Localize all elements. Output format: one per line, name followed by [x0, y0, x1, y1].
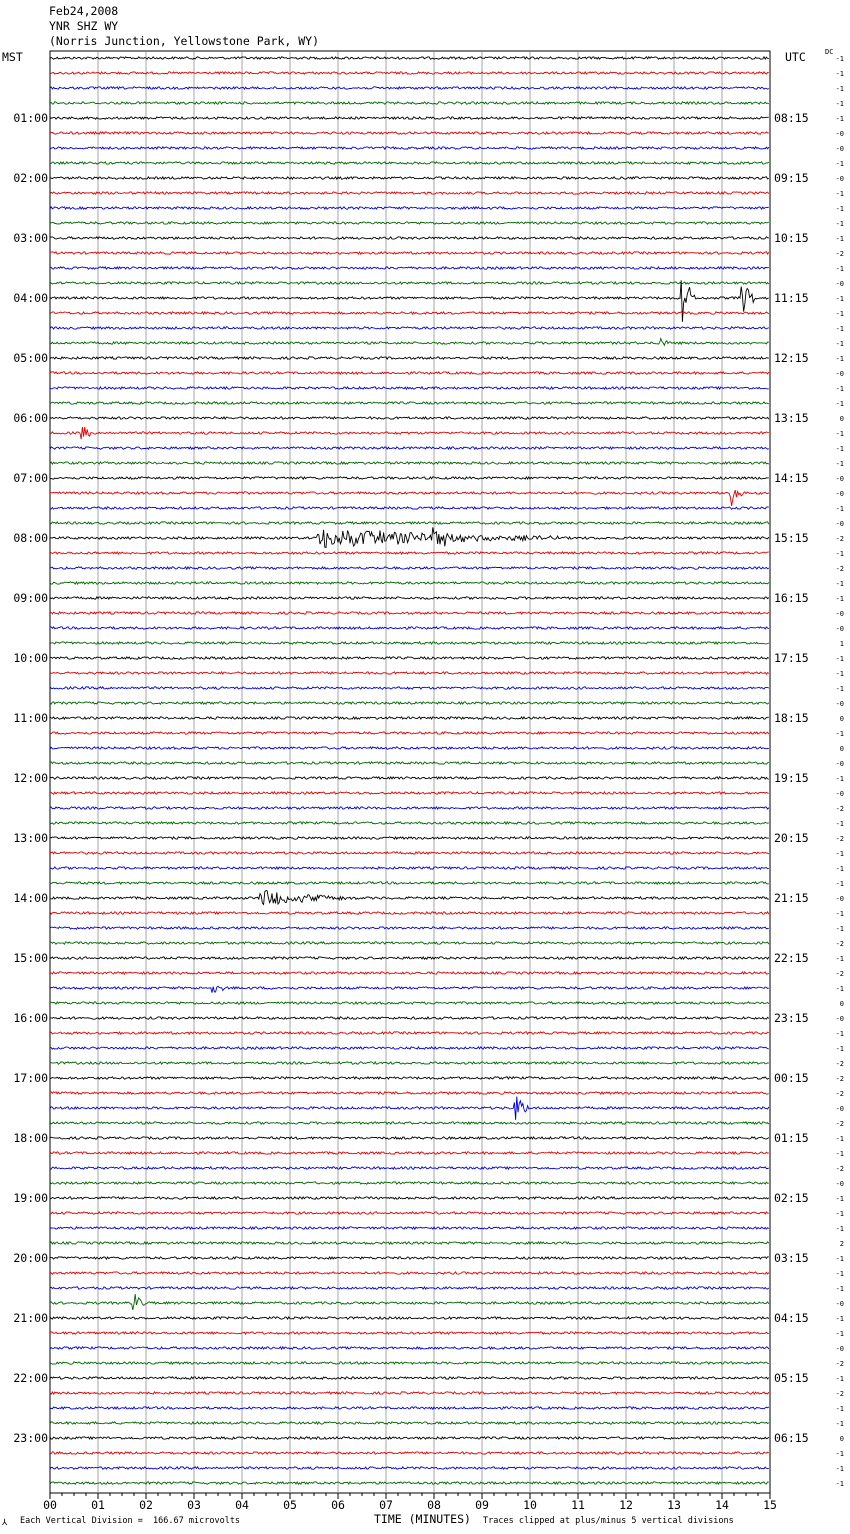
dc-offset-label: -1 [835, 85, 844, 93]
mst-hour-label: 08:00 [13, 531, 48, 545]
seismic-trace [50, 822, 769, 824]
dc-offset-label: -1 [835, 235, 844, 243]
mst-axis-title: MST [2, 50, 23, 64]
dc-offset-label: -1 [835, 310, 844, 318]
dc-offset-label: 0 [839, 1435, 844, 1443]
seismic-trace [50, 717, 769, 719]
utc-hour-label: 00:15 [774, 1071, 809, 1085]
seismic-trace [50, 747, 769, 749]
utc-hour-label: 19:15 [774, 771, 809, 785]
seismic-trace [50, 1482, 769, 1484]
dc-offset-label: -0 [835, 1105, 844, 1113]
seismic-trace [50, 1097, 769, 1120]
seismic-trace [50, 1077, 769, 1079]
x-tick-label: 07 [379, 1498, 393, 1512]
dc-offset-label: -0 [835, 520, 844, 528]
dc-offset-label: -1 [835, 295, 844, 303]
seismic-trace [50, 462, 769, 464]
station-label: YNR SHZ WY [49, 19, 119, 33]
dc-offset-label: 1 [839, 640, 844, 648]
dc-offset-label: -0 [835, 625, 844, 633]
mst-hour-label: 15:00 [13, 951, 48, 965]
seismic-trace [50, 1152, 769, 1154]
utc-hour-label: 18:15 [774, 711, 809, 725]
seismic-trace [50, 132, 769, 134]
dc-offset-label: -0 [835, 490, 844, 498]
dc-offset-label: -1 [835, 850, 844, 858]
dc-offset-label: -2 [835, 805, 844, 813]
dc-offset-label: -1 [835, 100, 844, 108]
seismic-trace [50, 1137, 769, 1139]
mst-hour-label: 17:00 [13, 1071, 48, 1085]
dc-offset-label: -1 [835, 160, 844, 168]
x-tick-label: 10 [523, 1498, 537, 1512]
seismic-trace [50, 597, 769, 599]
dc-offset-label: -2 [835, 1120, 844, 1128]
dc-offset-label: -1 [835, 1480, 844, 1488]
seismic-trace [50, 1212, 769, 1214]
seismic-trace [50, 237, 769, 239]
seismic-trace [50, 522, 769, 524]
dc-offset-label: -0 [835, 700, 844, 708]
seismic-trace [50, 1317, 769, 1319]
dc-offset-label: -1 [835, 445, 844, 453]
seismic-trace [50, 1287, 769, 1289]
utc-hour-label: 14:15 [774, 471, 809, 485]
x-tick-label: 03 [187, 1498, 201, 1512]
dc-offset-label: -0 [835, 145, 844, 153]
seismic-trace [50, 339, 769, 346]
seismic-trace [50, 1047, 769, 1049]
utc-hour-label: 01:15 [774, 1131, 809, 1145]
x-tick-label: 09 [475, 1498, 489, 1512]
dc-offset-label: 0 [839, 415, 844, 423]
seismic-trace [50, 807, 769, 809]
mst-hour-label: 14:00 [13, 891, 48, 905]
dc-offset-label: -1 [835, 400, 844, 408]
seismic-trace [50, 312, 769, 314]
mst-hour-label: 03:00 [13, 231, 48, 245]
seismic-trace [50, 447, 769, 449]
seismic-trace [50, 582, 769, 584]
dc-offset-label: -1 [835, 775, 844, 783]
dc-offset-label: -1 [835, 460, 844, 468]
dc-offset-label: -2 [835, 1360, 844, 1368]
x-tick-label: 01 [91, 1498, 105, 1512]
seismic-trace [50, 792, 769, 794]
mst-hour-label: 12:00 [13, 771, 48, 785]
mst-hour-label: 18:00 [13, 1131, 48, 1145]
utc-hour-label: 13:15 [774, 411, 809, 425]
seismic-trace [50, 387, 769, 389]
x-tick-label: 08 [427, 1498, 441, 1512]
dc-offset-label: -1 [835, 1315, 844, 1323]
dc-offset-label: -1 [835, 865, 844, 873]
dc-offset-label: -1 [835, 1450, 844, 1458]
x-tick-label: 15 [763, 1498, 777, 1512]
dc-offset-label: -1 [835, 1375, 844, 1383]
mst-hour-label: 07:00 [13, 471, 48, 485]
seismic-trace [50, 552, 769, 554]
seismic-trace [50, 687, 769, 689]
seismic-trace [50, 147, 769, 149]
clip-note: Traces clipped at plus/minus 5 vertical divisions [483, 1516, 734, 1526]
seismic-trace [50, 1032, 769, 1034]
dc-offset-label: -1 [835, 1405, 844, 1413]
dc-offset-label: -1 [835, 670, 844, 678]
seismic-trace [50, 1122, 769, 1124]
dc-offset-label: -1 [835, 265, 844, 273]
dc-offset-label: -0 [835, 280, 844, 288]
seismic-trace [50, 1227, 769, 1229]
seismic-trace [50, 627, 769, 629]
seismic-trace [50, 417, 769, 419]
dc-offset-label: -2 [835, 535, 844, 543]
x-tick-label: 04 [235, 1498, 249, 1512]
mst-hour-label: 21:00 [13, 1311, 48, 1325]
seismic-trace [50, 490, 769, 506]
seismic-trace [50, 657, 769, 659]
dc-offset-label: 2 [839, 1240, 844, 1248]
seismic-trace [50, 357, 769, 359]
dc-offset-label: 0 [839, 1000, 844, 1008]
dc-offset-label: -1 [835, 1465, 844, 1473]
dc-offset-label: -2 [835, 1390, 844, 1398]
seismic-trace [50, 1452, 769, 1454]
utc-hour-label: 17:15 [774, 651, 809, 665]
utc-hour-label: 23:15 [774, 1011, 809, 1025]
dc-offset-label: -1 [835, 550, 844, 558]
dc-offset-label: -1 [835, 910, 844, 918]
utc-hour-label: 15:15 [774, 531, 809, 545]
dc-offset-label: -1 [835, 325, 844, 333]
dc-offset-label: -0 [835, 1345, 844, 1353]
utc-hour-label: 08:15 [774, 111, 809, 125]
dc-offset-label: -1 [835, 580, 844, 588]
dc-offset-label: -1 [835, 1420, 844, 1428]
dc-offset-label: 0 [839, 745, 844, 753]
mst-hour-label: 04:00 [13, 291, 48, 305]
seismic-trace [50, 1407, 769, 1409]
seismic-trace [50, 1197, 769, 1199]
seismic-trace [50, 986, 769, 992]
seismic-trace [50, 372, 769, 374]
dc-offset-label: -1 [835, 430, 844, 438]
date-label: Feb24,2008 [49, 4, 119, 18]
seismic-trace [50, 867, 769, 869]
corner-mark: ⅄ [2, 1518, 8, 1528]
dc-offset-label: -0 [835, 1180, 844, 1188]
seismic-trace [50, 1062, 769, 1064]
dc-offset-label: -0 [835, 130, 844, 138]
seismic-trace [50, 762, 769, 764]
utc-hour-label: 16:15 [774, 591, 809, 605]
seismic-trace [50, 1332, 769, 1334]
seismic-trace [50, 882, 769, 884]
utc-hour-label: 04:15 [774, 1311, 809, 1325]
utc-hour-label: 09:15 [774, 171, 809, 185]
mst-hour-label: 13:00 [13, 831, 48, 845]
mst-hour-label: 10:00 [13, 651, 48, 665]
seismic-trace [50, 1422, 769, 1424]
seismic-trace [50, 1294, 769, 1310]
mst-hour-label: 09:00 [13, 591, 48, 605]
seismic-trace [50, 177, 769, 179]
seismic-trace [50, 117, 769, 119]
seismic-trace [50, 912, 769, 914]
dc-offset-label: -0 [835, 895, 844, 903]
seismic-trace [50, 57, 769, 59]
dc-offset-label: -0 [835, 370, 844, 378]
utc-axis-title: UTC [785, 50, 806, 64]
seismic-trace [50, 280, 769, 322]
dc-offset-label: -2 [835, 940, 844, 948]
utc-hour-label: 05:15 [774, 1371, 809, 1385]
dc-offset-label: -1 [835, 955, 844, 963]
dc-offset-label: -2 [835, 970, 844, 978]
utc-hour-label: 06:15 [774, 1431, 809, 1445]
seismic-trace [50, 427, 769, 439]
seismic-trace [50, 282, 769, 284]
seismic-trace [50, 327, 769, 329]
seismic-trace [50, 852, 769, 854]
dc-label: DC [825, 48, 834, 56]
mst-hour-label: 16:00 [13, 1011, 48, 1025]
seismic-trace [50, 837, 769, 839]
utc-hour-label: 12:15 [774, 351, 809, 365]
dc-offset-label: -1 [835, 880, 844, 888]
seismic-trace [50, 777, 769, 779]
dc-offset-label: -2 [835, 835, 844, 843]
seismic-trace [50, 1272, 769, 1274]
utc-hour-label: 21:15 [774, 891, 809, 905]
dc-offset-label: -1 [835, 115, 844, 123]
seismic-trace [50, 1182, 769, 1184]
x-axis-title: TIME (MINUTES) [374, 1512, 471, 1526]
seismic-trace [50, 891, 769, 905]
x-tick-label: 00 [43, 1498, 57, 1512]
seismic-trace [50, 1392, 769, 1394]
seismic-trace [50, 1437, 769, 1439]
seismic-trace [50, 1167, 769, 1169]
dc-offset-label: -1 [835, 340, 844, 348]
mst-hour-label: 01:00 [13, 111, 48, 125]
seismic-trace [50, 1002, 769, 1004]
seismic-trace [50, 1017, 769, 1019]
dc-offset-label: -1 [835, 820, 844, 828]
seismic-trace [50, 1257, 769, 1259]
dc-offset-label: -1 [835, 1045, 844, 1053]
mst-hour-label: 05:00 [13, 351, 48, 365]
x-tick-label: 14 [715, 1498, 729, 1512]
x-tick-label: 02 [139, 1498, 153, 1512]
seismic-trace [50, 1092, 769, 1094]
vertical-division-note: Each Vertical Division = 166.67 microvolts [20, 1516, 241, 1526]
seismic-trace [50, 207, 769, 209]
seismic-trace [50, 72, 769, 74]
dc-offset-label: -2 [835, 250, 844, 258]
dc-offset-label: -1 [835, 985, 844, 993]
seismic-trace [50, 102, 769, 104]
mst-hour-label: 06:00 [13, 411, 48, 425]
dc-offset-label: -1 [835, 595, 844, 603]
utc-hour-label: 20:15 [774, 831, 809, 845]
dc-offset-label: -0 [835, 475, 844, 483]
mst-hour-label: 20:00 [13, 1251, 48, 1265]
dc-offset-label: -0 [835, 790, 844, 798]
seismic-trace [50, 1242, 769, 1244]
dc-offset-label: -1 [835, 1210, 844, 1218]
dc-offset-label: -1 [835, 1195, 844, 1203]
dc-offset-label: -1 [835, 505, 844, 513]
seismic-trace [50, 672, 769, 674]
seismic-trace [50, 1467, 769, 1469]
seismic-trace [50, 1377, 769, 1379]
dc-offset-label: -1 [835, 220, 844, 228]
utc-hour-label: 03:15 [774, 1251, 809, 1265]
seismic-trace [50, 942, 769, 944]
seismic-trace [50, 567, 769, 569]
dc-offset-label: -1 [835, 1030, 844, 1038]
dc-offset-label: 0 [839, 715, 844, 723]
dc-offset-label: -2 [835, 1075, 844, 1083]
seismic-trace [50, 642, 769, 644]
seismic-trace [50, 402, 769, 404]
x-tick-label: 05 [283, 1498, 297, 1512]
seismic-trace [50, 612, 769, 614]
location-label: (Norris Junction, Yellowstone Park, WY) [49, 34, 320, 48]
utc-hour-label: 02:15 [774, 1191, 809, 1205]
dc-offset-label: -1 [835, 1135, 844, 1143]
seismic-trace [50, 972, 769, 974]
dc-offset-label: -0 [835, 175, 844, 183]
utc-hour-label: 10:15 [774, 231, 809, 245]
x-tick-label: 13 [667, 1498, 681, 1512]
x-tick-label: 11 [571, 1498, 585, 1512]
x-tick-label: 12 [619, 1498, 633, 1512]
dc-offset-label: -1 [835, 1150, 844, 1158]
dc-offset-label: -1 [835, 925, 844, 933]
dc-offset-label: -1 [835, 190, 844, 198]
seismic-trace [50, 252, 769, 254]
dc-offset-label: -2 [835, 1090, 844, 1098]
dc-offset-label: -1 [835, 655, 844, 663]
dc-offset-label: -2 [835, 565, 844, 573]
seismic-trace [50, 1347, 769, 1349]
dc-offset-label: -1 [835, 355, 844, 363]
seismic-trace [50, 702, 769, 704]
dc-offset-label: -0 [835, 610, 844, 618]
mst-hour-label: 23:00 [13, 1431, 48, 1445]
dc-offset-label: -1 [835, 1330, 844, 1338]
dc-offset-label: -1 [835, 55, 844, 63]
dc-offset-label: -1 [835, 1285, 844, 1293]
seismic-trace [50, 477, 769, 479]
utc-hour-label: 22:15 [774, 951, 809, 965]
seismic-trace [50, 527, 769, 547]
dc-offset-label: -1 [835, 385, 844, 393]
dc-offset-label: -1 [835, 685, 844, 693]
seismic-trace [50, 957, 769, 959]
x-tick-label: 06 [331, 1498, 345, 1512]
dc-offset-label: -1 [835, 205, 844, 213]
dc-offset-label: -0 [835, 1015, 844, 1023]
dc-offset-label: -1 [835, 1270, 844, 1278]
dc-offset-label: -0 [835, 760, 844, 768]
mst-hour-label: 11:00 [13, 711, 48, 725]
seismic-trace [50, 222, 769, 224]
seismic-trace [50, 732, 769, 734]
dc-offset-label: -2 [835, 1165, 844, 1173]
mst-hour-label: 02:00 [13, 171, 48, 185]
dc-offset-label: -1 [835, 730, 844, 738]
dc-offset-label: -2 [835, 1060, 844, 1068]
mst-hour-label: 19:00 [13, 1191, 48, 1205]
seismic-trace [50, 162, 769, 164]
seismic-trace [50, 87, 769, 89]
seismic-trace [50, 927, 769, 929]
dc-offset-label: -0 [835, 1300, 844, 1308]
mst-hour-label: 22:00 [13, 1371, 48, 1385]
dc-offset-label: -1 [835, 70, 844, 78]
utc-hour-label: 11:15 [774, 291, 809, 305]
seismic-trace [50, 507, 769, 509]
dc-offset-label: -1 [835, 1225, 844, 1233]
seismic-trace [50, 267, 769, 269]
seismic-trace [50, 1362, 769, 1364]
dc-offset-label: -1 [835, 1255, 844, 1263]
seismic-trace [50, 192, 769, 194]
